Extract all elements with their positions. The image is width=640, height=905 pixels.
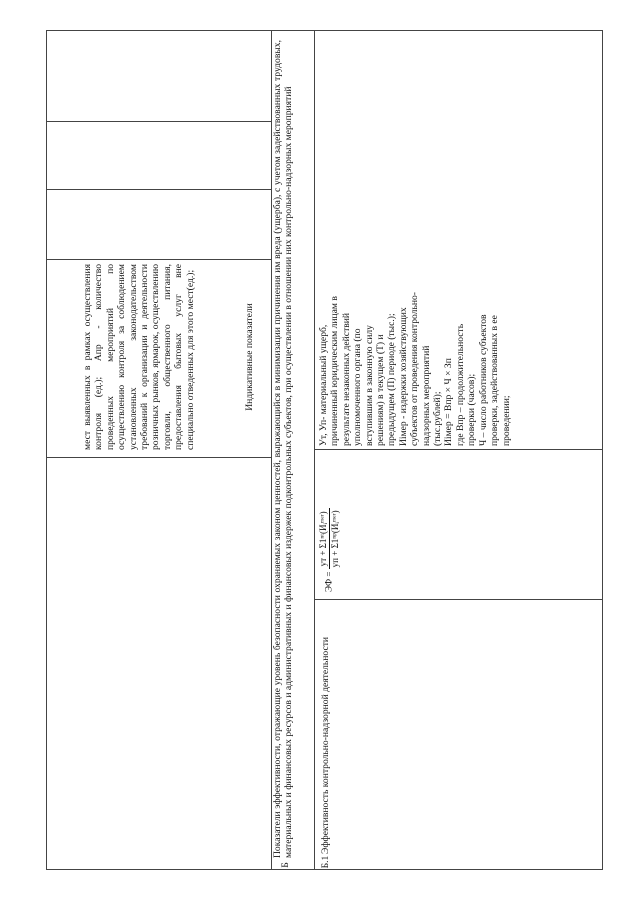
row-b1-description [318, 34, 600, 446]
row-b1-code: Б.1 [320, 855, 331, 869]
description-line: проверки, задействованных в ее [489, 315, 501, 446]
description-line: проведении; [500, 395, 512, 446]
description-line: субъектов от проведения контрольно- [409, 292, 421, 446]
description-line: (тыс.рублей); [432, 391, 444, 446]
row-b-text-content: Показатели эффективности, отражающие уровень безопасности охраняемых законом ценностей, выражающийся в минимизации причинения им вреда (ущерба), с учетом задействованных трудовых, материальных и финансовых ресурсов и административных и финансовых издержек подконтрольных субъектов, при осуществлении в отношении них контрольно-надзорных мероприятий [272, 40, 295, 858]
row-b1-name-text: Эффективность контрольно-надзорной деятельности [320, 636, 331, 854]
description-line: вступившим в законную силу [363, 325, 375, 446]
description-line: Ч – число работников субъектов [477, 314, 489, 446]
description-line: решениям) в текущем (Т) и [375, 334, 387, 446]
description-line: где Впр – продолжительность [454, 323, 466, 446]
row-b1-code-divider [314, 869, 602, 870]
description-line: Иiмер - издержки хозяйствующих [397, 307, 409, 446]
description-line: результате незаконных действий [340, 312, 352, 446]
formula-fraction [318, 508, 341, 569]
row-b1-name [320, 604, 380, 854]
row-b1-formula-divider [314, 449, 602, 450]
description-line: причиненный юридическим лицам в [329, 296, 341, 446]
row-b-code: Б [280, 862, 291, 868]
rotated-table-lower [46, 30, 640, 870]
description-line: проверки (часов); [466, 373, 478, 446]
row-b-text [272, 40, 314, 858]
row-b1-right-border [314, 30, 602, 31]
row-b1-bottom-border [602, 30, 603, 870]
description-line: Ут, Уп- материальный ущерб, [318, 324, 329, 446]
row-b1-name-divider [314, 599, 602, 600]
row-b1-formula [318, 452, 358, 592]
description-line: надзорных мероприятий [420, 345, 432, 446]
formula-numerator: yт + Σ1ⁿᵗ(Иᵢᵐᵉʳ) [318, 508, 330, 569]
top-row-text-content: мест выявленных в рамках осуществления контроля (ед.); Апр - количество проведенных мероприятий по осуществлению контроля за соблюдением установленных законодательством требований к организации и деятельности розничных рынков, ярмарок, осуществлению торговли, общественного питания, предоставления бытовых услуг вне специально отведенных для этого мест(ед.); [82, 264, 196, 450]
section-header-label: Индикативные показатели [244, 303, 255, 411]
description-line: предыдущем (П) периоде (тыс.); [386, 313, 398, 446]
formula-lhs: ЭФ = [323, 571, 334, 592]
formula-denominator: yп + Σ1ⁿᵖ(Иᵢᵐᵉʳ) [330, 510, 340, 568]
description-line: уполномоченного органа (по [352, 328, 364, 446]
description-line: Иiмер = Впр × Ч × Зп [443, 358, 455, 446]
